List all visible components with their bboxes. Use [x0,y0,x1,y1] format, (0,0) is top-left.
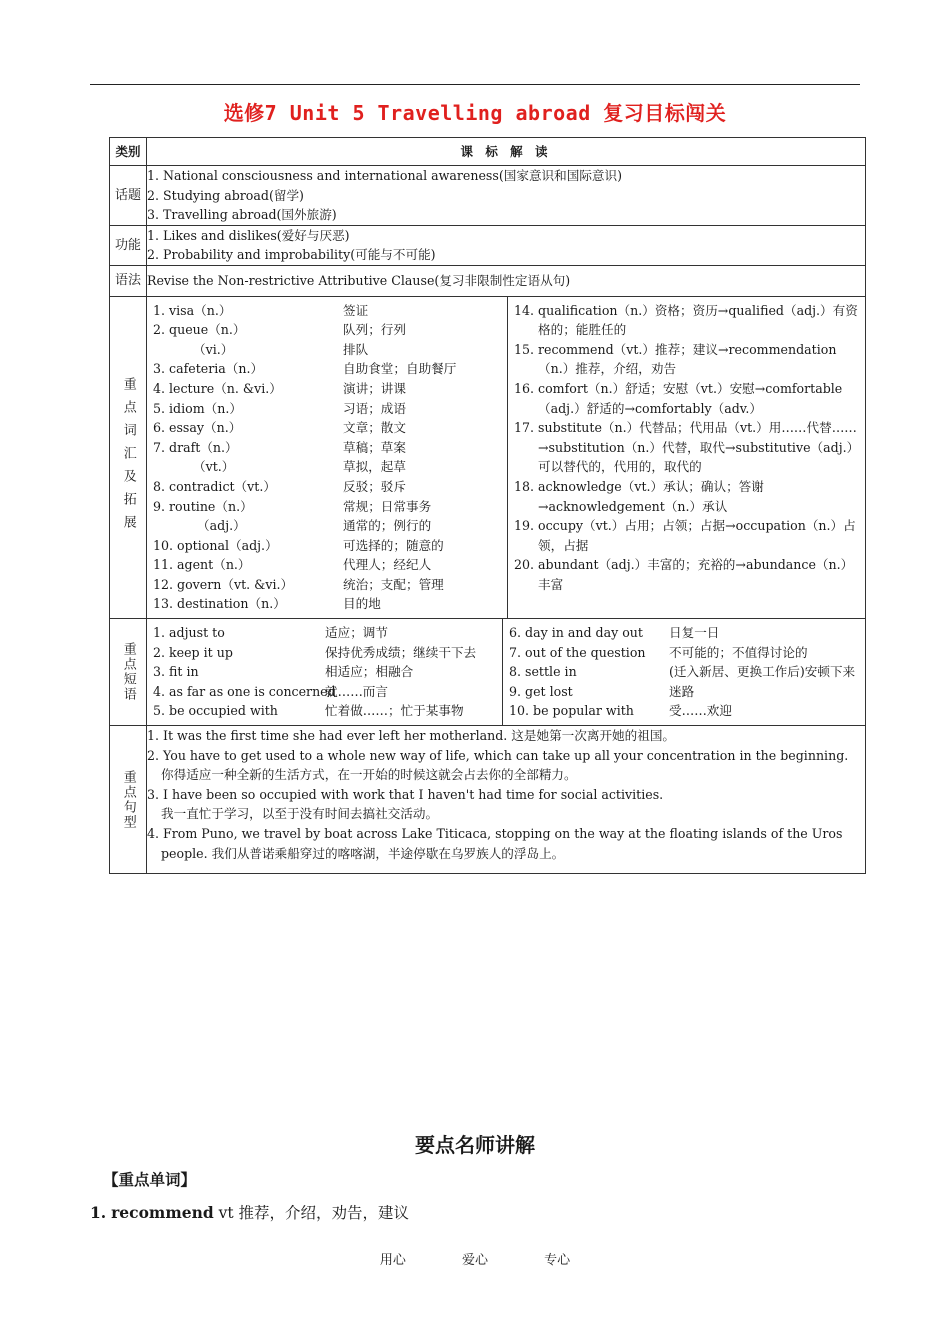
sentence-line: 3. I have been so occupied with work that I haven't had time for social activities. [147,786,664,802]
footer [0,1249,950,1268]
vocab-meaning: 自助食堂；自助餐厅 [343,361,457,377]
footer-text: 专心 [544,1253,571,1268]
sentence-line: 你得适应一种全新的生活方式，在一开始的时候这就会占去你的全部精力。 [161,767,577,783]
header-content: 课 标 解 读 [147,138,866,166]
topic-label: 话题 [110,166,147,226]
vocab-word: 8. contradict（vt.） [153,478,276,494]
vocab-meaning: 草稿；草案 [343,439,406,455]
vocab-item [153,301,501,321]
vocab-word: 11. agent（n.） [153,557,251,573]
review-table [109,137,866,874]
phrase-item [153,682,496,702]
grammar-label: 语法 [110,265,147,296]
vocab-item [153,575,501,595]
phrase-zh: (迁入新居、更换工作后)安顿下来 [669,664,856,680]
vocab-meaning: 反驳；驳斥 [343,478,406,494]
phrase-item [153,662,496,682]
vocab-item [153,418,501,438]
footer-text: 用心 [379,1253,406,1268]
vocab-meaning: 代理人；经纪人 [343,557,432,573]
vocab-word: 9. routine（n.） [153,498,253,514]
phrase-item [509,643,859,663]
subsection-heading: 【重点单词】 [103,1171,197,1189]
phrase-zh: 适应；调节 [325,625,388,641]
phrase-en: 1. adjust to [153,625,225,641]
header-row [110,138,866,166]
footer-text: 爱心 [461,1253,488,1268]
header-category: 类别 [110,138,147,166]
phrases-row [110,619,866,726]
vocab-item [153,457,501,477]
phrase-zh: 不可能的；不值得讨论的 [669,644,808,660]
vocab-meaning: 文章；散文 [343,420,406,436]
topic-row [110,166,866,226]
phrases-left-column [147,619,503,725]
vocab-word: 4. lecture（n. &vi.） [153,380,282,396]
phrase-item [153,643,496,663]
phrases-right-column [503,619,865,725]
vocab-item [153,497,501,517]
phrase-en: 5. be occupied with [153,703,278,719]
phrase-en: 2. keep it up [153,644,233,660]
vocab-word: 1. visa（n.） [153,302,232,318]
vocab-meaning: 演讲；讲课 [343,380,406,396]
grammar-row [110,265,866,296]
function-line: 1. Likes and dislikes(爱好与厌恶) [147,227,350,243]
phrase-en: 4. as far as one is concerned [153,683,336,699]
vocab-item [153,594,501,614]
phrase-zh: 就……而言 [325,683,388,699]
phrase-zh: 日复一日 [669,625,720,641]
phrase-en: 6. day in and day out [509,625,643,641]
vocab-item [153,379,501,399]
vocab-word: 2. queue（n.） [153,322,246,338]
function-line: 2. Probability and improbability(可能与不可能) [147,247,436,263]
vocab-item [153,320,501,340]
vocab-extension: 17. substitute（n.）代替品；代用品（vt.）用……代替……→substitution（n.）代替，取代→substitutive（adj.）可以替代的，代用的，取代的 [514,420,857,475]
vocab-right-column [508,297,865,619]
vocab-meaning: 队列；行列 [343,322,406,338]
vocab-word: 13. destination（n.） [153,596,286,612]
topic-line: 2. Studying abroad(留学) [147,187,304,203]
vocab-item [153,438,501,458]
vocab-word: 12. govern（vt. &vi.） [153,576,294,592]
sentence-line: 2. You have to get used to a whole new way of life, which can take up all your concentration in the beginning. [147,747,849,763]
vocab-item [153,399,501,419]
phrase-zh: 迷路 [669,683,695,699]
function-label: 功能 [110,225,147,265]
phrases-label: 重点短语 [120,642,136,703]
vocab-extension: 19. occupy（vt.）占用；占领；占据→occupation（n.）占领，占据 [514,518,856,553]
vocab-item [153,340,501,360]
phrase-item [509,701,859,721]
vocab-item [153,359,501,379]
phrase-zh: 忙着做……；忙于某事物 [325,703,464,719]
vocab-item [153,477,501,497]
vocab-meaning: 习语；成语 [343,400,406,416]
function-row [110,225,866,265]
vocab-extension: 20. abundant（adj.）丰富的；充裕的→abundance（n.）丰富 [514,557,854,592]
vocab-row [110,296,866,619]
vocab-item [153,536,501,556]
vocab-extension: 18. acknowledge（vt.）承认；确认；答谢→acknowledgement（n.）承认 [514,478,764,514]
section-heading: 要点名师讲解 [415,1133,535,1157]
vocab-meaning: 目的地 [343,596,381,612]
sentence-line: 1. It was the first time she had ever left her motherland. 这是她第一次离开她的祖国。 [147,728,676,744]
phrase-zh: 相适应；相融合 [325,664,414,680]
phrase-zh: 受……欢迎 [669,703,732,719]
vocab-meaning: 通常的；例行的 [343,518,432,534]
vocab-meaning: 签证 [343,302,369,318]
grammar-line: Revise the Non-restrictive Attributive Clause(复习非限制性定语从句) [147,272,571,288]
item-number: 1. [90,1203,107,1222]
vocab-word: 7. draft（n.） [153,439,238,455]
sentence-line: 4. From Puno, we travel by boat across Lake Titicaca, stopping on the way at the floating islands of the Uros [147,826,843,841]
phrase-en: 9. get lost [509,683,573,699]
vocab-word: 3. cafeteria（n.） [153,361,264,377]
phrase-item [509,682,859,702]
vocab-extension: 14. qualification（n.）资格；资历→qualified（adj.）有资格的；能胜任的 [514,302,858,338]
sentence-line: 我一直忙于学习，以至于没有时间去搞社交活动。 [161,806,439,822]
topic-line: 3. Travelling abroad(国外旅游) [147,207,337,223]
vocab-meaning: 排队 [343,341,369,357]
vocab-word: （adj.） [153,518,246,534]
vocab-meaning: 常规；日常事务 [343,498,432,514]
phrase-item [509,623,859,643]
vocab-word: 5. idiom（n.） [153,400,242,416]
vocab-item [153,555,501,575]
item-word: recommend [111,1203,214,1222]
sentences-label: 重点句型 [120,769,136,830]
vocab-word: 6. essay（n.） [153,420,242,436]
phrase-en: 3. fit in [153,664,199,680]
phrase-zh: 保持优秀成绩；继续干下去 [325,644,477,660]
sentence-line: people. 我们从普诺乘船穿过的喀喀湖，半途停歇在乌罗族人的浮岛上。 [161,845,565,861]
vocab-item [153,516,501,536]
phrase-en: 7. out of the question [509,644,646,660]
vocab-extension: 16. comfort（n.）舒适；安慰（vt.）安慰→comfortable（adj.）舒适的→comfortably（adv.） [514,380,843,416]
phrase-item [153,701,496,721]
top-rule [90,84,860,85]
word-item [90,1201,409,1223]
sentences-row [110,726,866,874]
vocab-meaning: 可选择的；随意的 [343,537,444,553]
phrase-item [509,662,859,682]
phrase-item [153,623,496,643]
vocab-word: （vi.） [153,341,234,357]
vocab-word: 10. optional（adj.） [153,537,278,553]
phrase-en: 8. settle in [509,664,577,680]
phrase-en: 10. be popular with [509,703,634,719]
page-title: 选修7 Unit 5 Travelling abroad 复习目标闯关 [223,101,727,125]
topic-line: 1. National consciousness and international awareness(国家意识和国际意识) [147,168,623,183]
item-definition: vt 推荐，介绍，劝告，建议 [213,1204,410,1222]
vocab-meaning: 草拟，起草 [343,459,406,475]
vocab-left-column [147,297,508,619]
vocab-extension: 15. recommend（vt.）推荐；建议→recommendation（n.）推荐，介绍，劝告 [514,341,837,377]
vocab-meaning: 统治；支配；管理 [343,576,444,592]
vocab-word: （vt.） [153,459,235,475]
vocab-label: 重点词汇及拓展 [120,376,136,538]
